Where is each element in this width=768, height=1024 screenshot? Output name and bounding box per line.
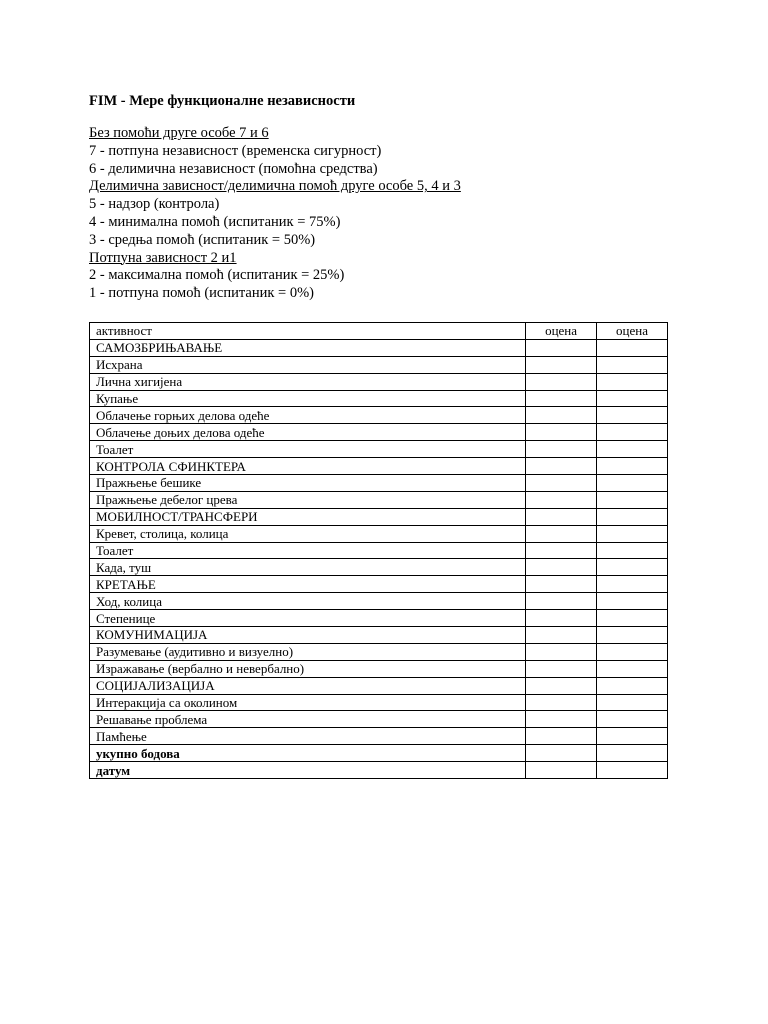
table-row xyxy=(90,390,668,407)
score-cell-1[interactable] xyxy=(526,356,597,373)
score-cell-2[interactable] xyxy=(597,677,668,694)
score-cell-1[interactable] xyxy=(526,339,597,356)
legend-line: 4 - минимална помоћ (испитаник = 75%) xyxy=(89,213,341,230)
activity-label: датум xyxy=(90,762,526,779)
score-cell-1[interactable] xyxy=(526,508,597,525)
table-row xyxy=(90,441,668,458)
table-row xyxy=(90,694,668,711)
page-title: FIM - Мере функционалне независности xyxy=(89,93,356,109)
activity-label: САМОЗБРИЊАВАЊЕ xyxy=(90,339,526,356)
legend-line: 7 - потпуна независност (временска сигурност) xyxy=(89,142,382,159)
score-legend xyxy=(89,125,689,303)
table-row xyxy=(90,407,668,424)
activity-label: Степенице xyxy=(90,610,526,627)
activity-label: укупно бодова xyxy=(90,745,526,762)
activity-label: КРЕТАЊЕ xyxy=(90,576,526,593)
table-row xyxy=(90,627,668,644)
table-row xyxy=(90,610,668,627)
header-score-2: оцена xyxy=(597,323,668,340)
activity-label: КОНТРОЛА СФИНКТЕРА xyxy=(90,458,526,475)
table-row xyxy=(90,424,668,441)
table-row xyxy=(90,508,668,525)
table-row xyxy=(90,542,668,559)
activity-label: Када, туш xyxy=(90,559,526,576)
activity-label: СОЦИЈАЛИЗАЦИЈА xyxy=(90,677,526,694)
score-cell-1[interactable] xyxy=(526,542,597,559)
score-cell-2[interactable] xyxy=(597,643,668,660)
score-cell-1[interactable] xyxy=(526,711,597,728)
table-row xyxy=(90,745,668,762)
table-row xyxy=(90,576,668,593)
score-cell-1[interactable] xyxy=(526,491,597,508)
table-row xyxy=(90,643,668,660)
activity-label: Разумевање (аудитивно и визуелно) xyxy=(90,643,526,660)
score-cell-1[interactable] xyxy=(526,677,597,694)
header-activity: активност xyxy=(90,323,526,340)
score-cell-2[interactable] xyxy=(597,728,668,745)
table-row xyxy=(90,373,668,390)
table-row xyxy=(90,458,668,475)
legend-line: 6 - делимична независност (помоћна средства) xyxy=(89,160,378,177)
score-cell-1[interactable] xyxy=(526,458,597,475)
score-cell-1[interactable] xyxy=(526,745,597,762)
table-row xyxy=(90,559,668,576)
score-cell-2[interactable] xyxy=(597,508,668,525)
score-cell-2[interactable] xyxy=(597,576,668,593)
score-cell-1[interactable] xyxy=(526,373,597,390)
header-score-1: оцена xyxy=(526,323,597,340)
score-cell-1[interactable] xyxy=(526,576,597,593)
legend-line: 2 - максимална помоћ (испитаник = 25%) xyxy=(89,267,345,284)
score-cell-1[interactable] xyxy=(526,728,597,745)
activity-label: Памћење xyxy=(90,728,526,745)
score-cell-1[interactable] xyxy=(526,559,597,576)
legend-line: Потпуна зависност 2 и1 xyxy=(89,249,237,266)
table-row xyxy=(90,339,668,356)
score-cell-1[interactable] xyxy=(526,407,597,424)
activity-label: Купање xyxy=(90,390,526,407)
activity-label: МОБИЛНОСТ/ТРАНСФЕРИ xyxy=(90,508,526,525)
score-cell-2[interactable] xyxy=(597,660,668,677)
fim-score-table xyxy=(89,322,668,779)
score-cell-2[interactable] xyxy=(597,339,668,356)
activity-label: Интеракција са околином xyxy=(90,694,526,711)
score-cell-2[interactable] xyxy=(597,525,668,542)
score-cell-1[interactable] xyxy=(526,475,597,492)
table-row xyxy=(90,593,668,610)
table-row xyxy=(90,475,668,492)
score-cell-2[interactable] xyxy=(597,745,668,762)
score-cell-1[interactable] xyxy=(526,627,597,644)
activity-label: Облачење горњих делова одеће xyxy=(90,407,526,424)
score-cell-2[interactable] xyxy=(597,542,668,559)
score-cell-2[interactable] xyxy=(597,424,668,441)
activity-label: Тоалет xyxy=(90,441,526,458)
table-row xyxy=(90,711,668,728)
score-cell-2[interactable] xyxy=(597,356,668,373)
score-cell-2[interactable] xyxy=(597,390,668,407)
score-cell-2[interactable] xyxy=(597,458,668,475)
score-cell-2[interactable] xyxy=(597,711,668,728)
score-cell-1[interactable] xyxy=(526,593,597,610)
score-cell-2[interactable] xyxy=(597,407,668,424)
activity-label: Облачење доњих делова одеће xyxy=(90,424,526,441)
score-cell-1[interactable] xyxy=(526,610,597,627)
activity-label: Исхрана xyxy=(90,356,526,373)
score-cell-2[interactable] xyxy=(597,559,668,576)
activity-label: Изражавање (вербално и невербално) xyxy=(90,660,526,677)
activity-label: Лична хигијена xyxy=(90,373,526,390)
legend-line: Без помоћи друге особе 7 и 6 xyxy=(89,125,269,141)
score-cell-2[interactable] xyxy=(597,491,668,508)
score-cell-2[interactable] xyxy=(597,762,668,779)
score-cell-1[interactable] xyxy=(526,762,597,779)
score-cell-2[interactable] xyxy=(597,593,668,610)
table-row xyxy=(90,525,668,542)
table-row xyxy=(90,762,668,779)
activity-label: Ход, колица xyxy=(90,593,526,610)
table-row xyxy=(90,677,668,694)
legend-line: 5 - надзор (контрола) xyxy=(89,196,220,213)
table-header-row xyxy=(90,323,668,340)
score-cell-1[interactable] xyxy=(526,694,597,711)
legend-line: 1 - потпуна помоћ (испитаник = 0%) xyxy=(89,285,314,302)
legend-line: Делимична зависност/делимична помоћ друге особе 5, 4 и 3 xyxy=(89,178,461,195)
score-cell-2[interactable] xyxy=(597,694,668,711)
score-cell-2[interactable] xyxy=(597,441,668,458)
score-cell-1[interactable] xyxy=(526,441,597,458)
score-cell-1[interactable] xyxy=(526,660,597,677)
score-cell-2[interactable] xyxy=(597,610,668,627)
table-row xyxy=(90,356,668,373)
score-cell-2[interactable] xyxy=(597,373,668,390)
activity-label: Тоалет xyxy=(90,542,526,559)
table-row xyxy=(90,491,668,508)
legend-line: 3 - средња помоћ (испитаник = 50%) xyxy=(89,231,316,248)
score-cell-2[interactable] xyxy=(597,475,668,492)
score-cell-1[interactable] xyxy=(526,643,597,660)
activity-label: Кревет, столица, колица xyxy=(90,525,526,542)
score-cell-1[interactable] xyxy=(526,525,597,542)
activity-label: Пражњење дебелог црева xyxy=(90,491,526,508)
score-cell-1[interactable] xyxy=(526,424,597,441)
table-row xyxy=(90,660,668,677)
activity-label: Пражњење бешике xyxy=(90,475,526,492)
score-cell-2[interactable] xyxy=(597,627,668,644)
activity-label: КОМУНИМАЦИЈА xyxy=(90,627,526,644)
activity-label: Решавање проблема xyxy=(90,711,526,728)
score-cell-1[interactable] xyxy=(526,390,597,407)
table-row xyxy=(90,728,668,745)
